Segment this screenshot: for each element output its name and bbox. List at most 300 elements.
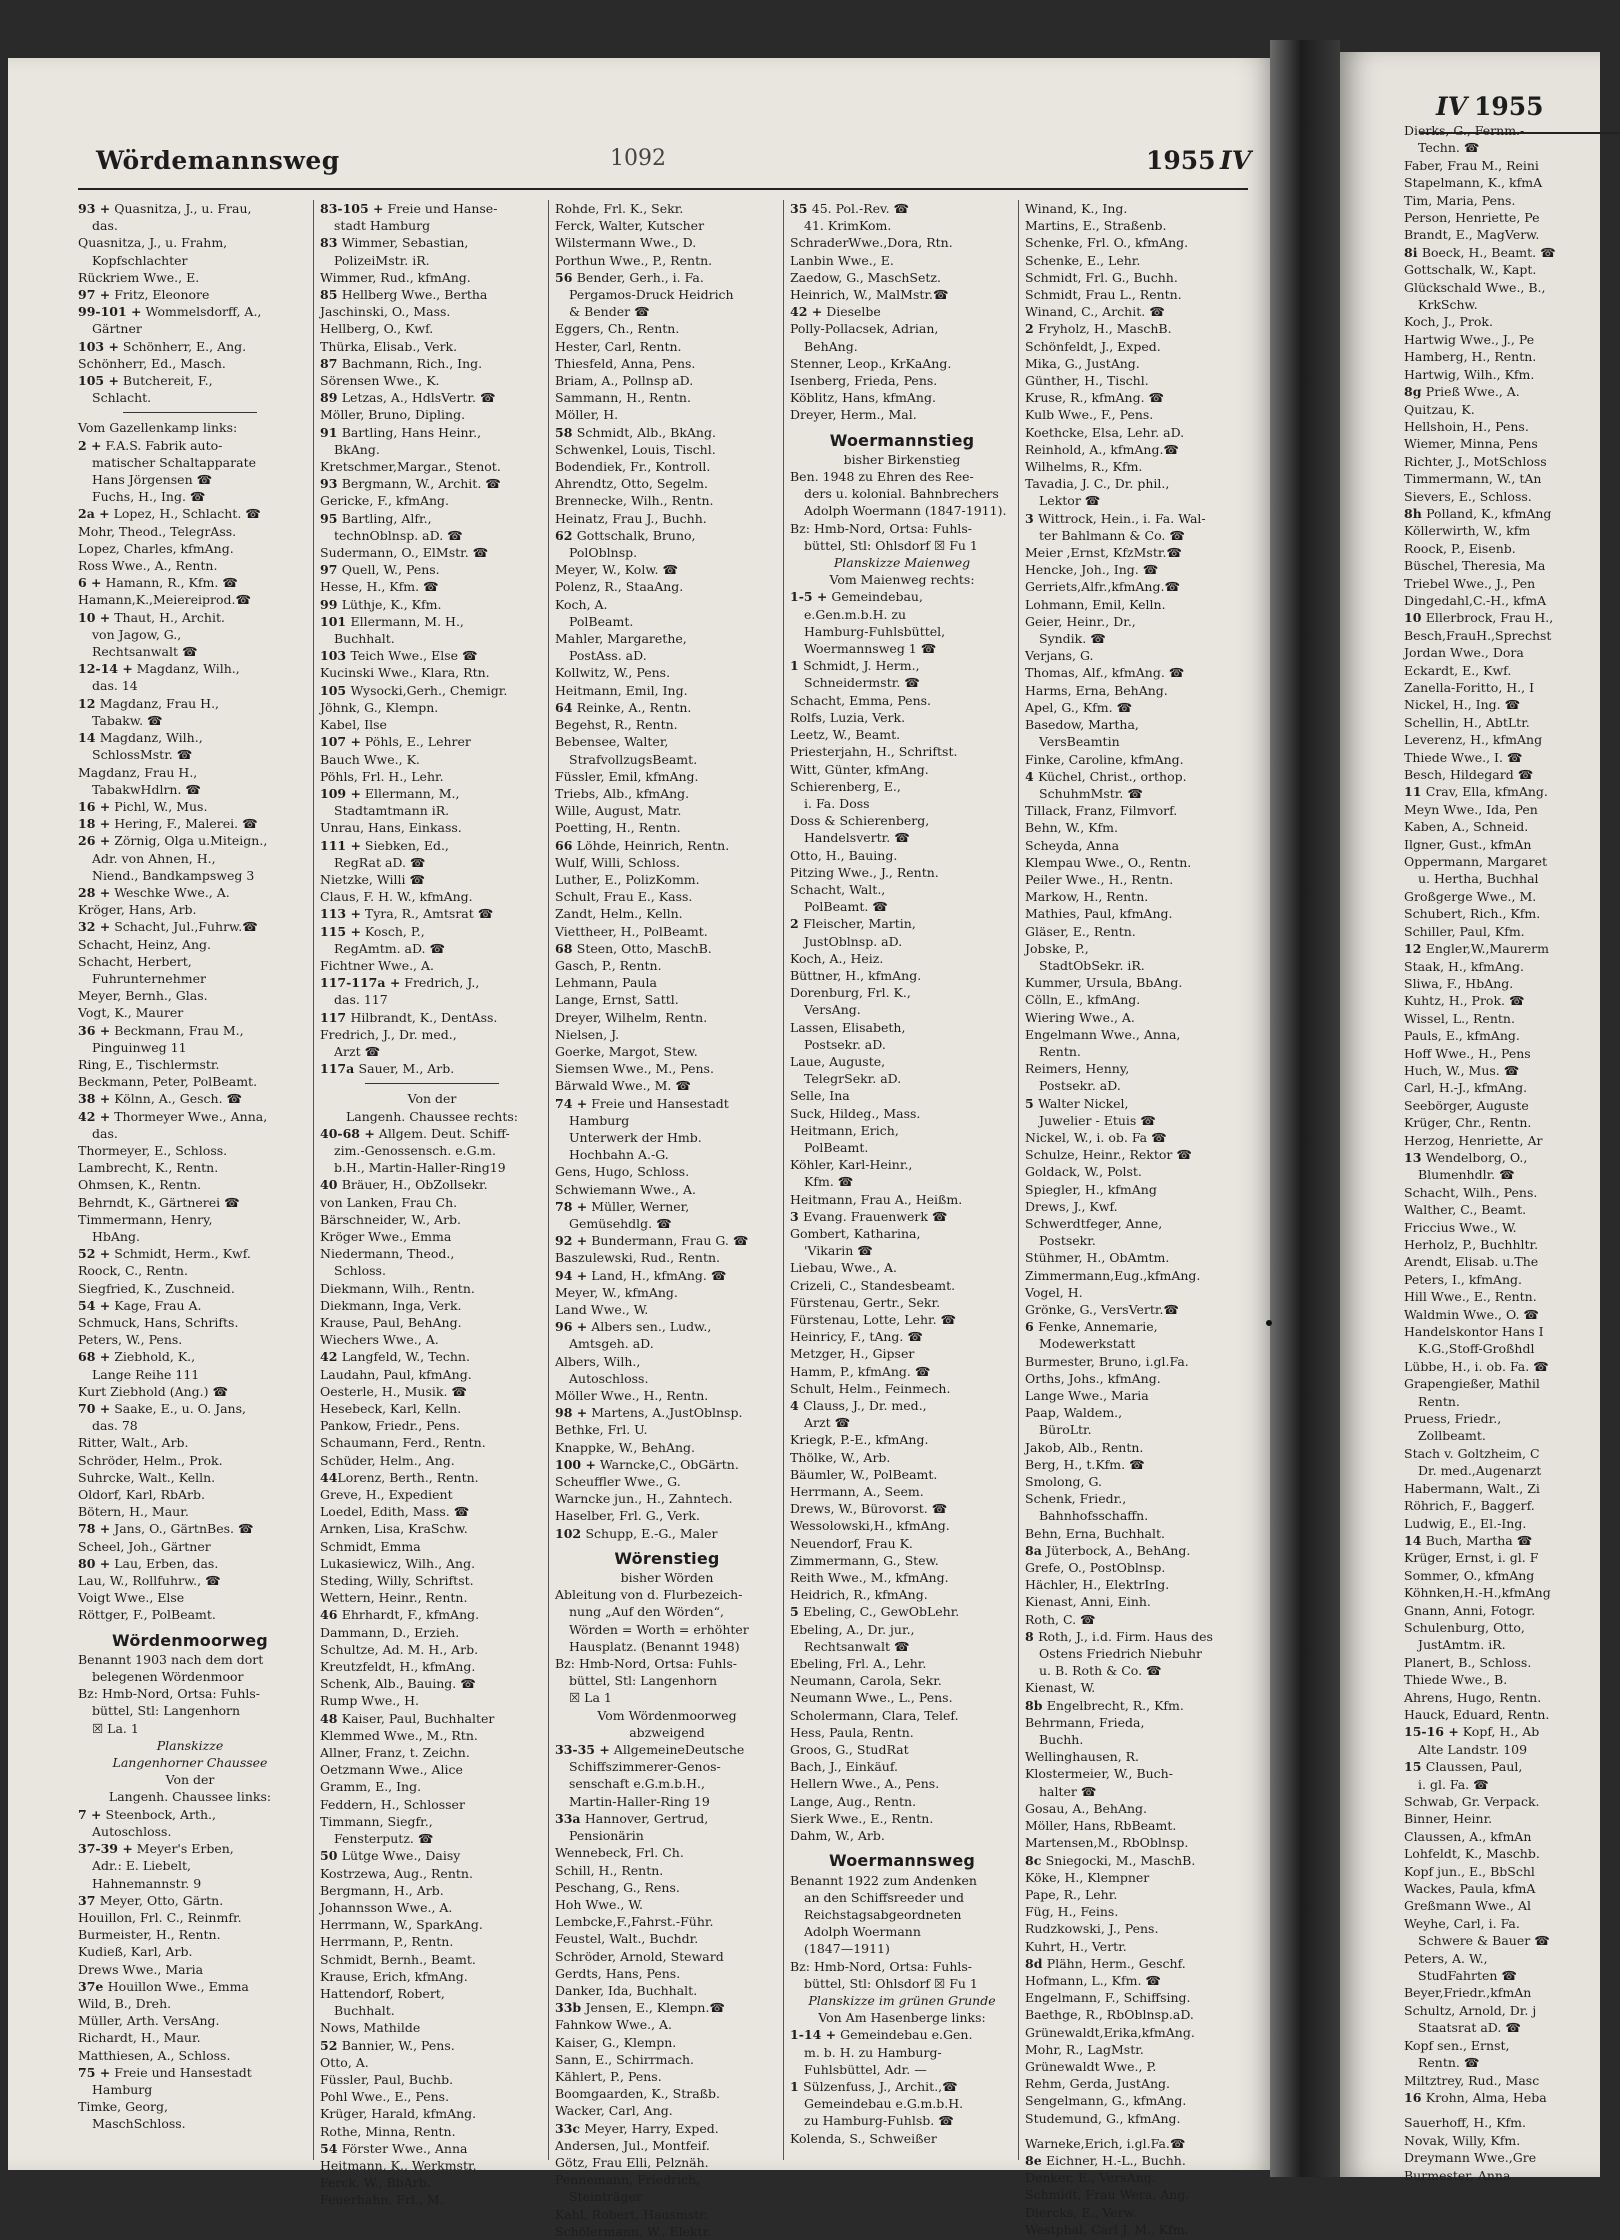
directory-entry: Wiering Wwe., A.: [1025, 1009, 1135, 1025]
directory-entry: Zanella-Foritto, H., I: [1404, 680, 1535, 695]
directory-entry: Claussen, A., kfmAn: [1404, 1828, 1532, 1844]
directory-entry-continuation: Buchh.: [1039, 1732, 1084, 1748]
directory-entry: Bäumler, W., PolBeamt.: [790, 1466, 938, 1482]
house-number: 105: [320, 682, 351, 698]
directory-entry: Kreutzfeldt, H., kfmAng.: [320, 1659, 476, 1675]
directory-entry-continuation: Rechtsanwalt ☎: [92, 644, 198, 660]
directory-entry: Thiede Wwe., B.: [1404, 1672, 1508, 1688]
directory-entry: Scheuffler Wwe., G.: [555, 1474, 681, 1490]
house-number: 5: [1025, 1095, 1039, 1111]
directory-entry: Siegfried, K., Zuschneid.: [78, 1280, 235, 1296]
directory-entry: Hellberg, O., Kwf.: [320, 321, 434, 337]
house-number-entry: 83-105 + Freie und Hanse-: [320, 201, 498, 216]
house-number: 52: [320, 2037, 342, 2053]
directory-entry: Lukasiewicz, Wilh., Ang.: [320, 1555, 476, 1571]
directory-entry-continuation: Tabakw. ☎: [92, 712, 163, 728]
directory-entry: Martensen,M., RbOblnsp.: [1025, 1835, 1189, 1851]
directory-entry: SchraderWwe.,Dora, Rtn.: [790, 235, 953, 251]
house-number-entry: 68 Steen, Otto, MaschB.: [555, 940, 712, 956]
house-number-entry: 42 Langfeld, W., Techn.: [320, 1349, 470, 1365]
directory-entry: Lohfeldt, K., Maschb.: [1404, 1846, 1540, 1862]
directory-entry-continuation: Postsekr. aD.: [1039, 1078, 1121, 1094]
house-number-entry: 4 Clauss, J., Dr. med.,: [790, 1398, 927, 1414]
directory-entry: Dierks, G., Fernm.-: [1404, 123, 1525, 138]
directory-entry: Schönherr, Ed., Masch.: [78, 355, 226, 371]
directory-entry-continuation: Schwere & Bauer ☎: [1418, 1933, 1550, 1949]
directory-entry: Sliwa, F., HbAng.: [1404, 975, 1514, 991]
house-number: 97 +: [78, 287, 111, 303]
directory-entry: Bodendiek, Fr., Kontroll.: [555, 459, 711, 475]
house-number: 85: [320, 287, 342, 303]
directory-entry: Pape, R., Lehr.: [1025, 1886, 1118, 1902]
directory-entry: Gerriets,Alfr.,kfmAng.☎: [1025, 579, 1181, 595]
directory-entry: Pauls, E., kfmAng.: [1404, 1028, 1520, 1044]
directory-entry: Besch,FrauH.,Sprechst: [1404, 627, 1552, 643]
house-number: 75 +: [78, 2064, 111, 2080]
direction-note: Vom Wördenmoorweg: [597, 1707, 737, 1723]
directory-entry-continuation: Hamburg-Fuhlsbüttel,: [804, 623, 946, 639]
right-page-year: 1955: [1474, 92, 1544, 121]
directory-entry: Otto, A.: [320, 2054, 369, 2070]
directory-entry-continuation: Arzt ☎: [804, 1415, 851, 1431]
directory-entry: Meyn Wwe., Ida, Pen: [1404, 801, 1538, 817]
directory-entry: Wiechers Wwe., A.: [320, 1332, 439, 1348]
house-number-entry: 10 + Thaut, H., Archit.: [78, 609, 225, 625]
directory-entry: Tim, Maria, Pens.: [1404, 192, 1516, 208]
directory-entry-continuation: PostAss. aD.: [569, 648, 647, 664]
house-number-entry: 33a Hannover, Gertrud,: [555, 1810, 709, 1826]
directory-entry: Goerke, Margot, Stew.: [555, 1043, 698, 1059]
directory-entry-continuation: Schneidermstr. ☎: [804, 675, 920, 691]
house-number-entry: 75 + Freie und Hansestadt: [78, 2064, 252, 2080]
directory-entry: Steding, Willy, Schriftst.: [320, 1573, 474, 1589]
directory-entry: Triebs, Alb., kfmAng.: [555, 785, 690, 801]
direction-note: Vom Maienweg rechts:: [829, 572, 975, 588]
directory-entry-continuation: das. 78: [92, 1418, 138, 1434]
house-number-entry: 40-68 + Allgem. Deut. Schiff-: [320, 1125, 510, 1141]
directory-entry: Danker, Ida, Buchhalt.: [555, 1982, 698, 1998]
directory-entry: Stapelmann, K., kfmA: [1404, 175, 1543, 191]
directory-entry-continuation: Amtsgeh. aD.: [569, 1336, 654, 1352]
directory-entry: Haselber, Frl. G., Verk.: [555, 1508, 700, 1524]
directory-entry: Brandt, E., MagVerw.: [1404, 227, 1540, 243]
directory-entry-continuation: StadtObSekr. iR.: [1039, 957, 1145, 973]
house-number-entry: 38 + Kölnn, A., Gesch. ☎: [78, 1091, 243, 1107]
plan-note: Planskizze: [156, 1737, 224, 1753]
directory-entry: Unrau, Hans, Einkass.: [320, 820, 462, 836]
directory-entry: Hellshoin, H., Pens.: [1404, 418, 1529, 434]
directory-entry: Goldack, W., Polst.: [1025, 1164, 1142, 1180]
directory-entry: Rehm, Gerda, JustAng.: [1025, 2076, 1170, 2092]
directory-entry: Finke, Caroline, kfmAng.: [1025, 751, 1184, 767]
directory-entry: Poetting, H., Rentn.: [555, 820, 681, 836]
directory-entry: Stenner, Leop., KrKaAng.: [790, 355, 952, 371]
directory-entry-continuation: i. gl. Fa. ☎: [1418, 1776, 1489, 1792]
directory-entry: Kollwitz, W., Pens.: [555, 665, 671, 681]
directory-entry-continuation: Fensterputz. ☎: [334, 1831, 434, 1847]
directory-entry: Heidrich, R., kfmAng.: [790, 1587, 928, 1603]
directory-entry: Schult, Helm., Feinmech.: [790, 1380, 951, 1396]
directory-entry: Hesebeck, Karl, Kelln.: [320, 1401, 462, 1417]
directory-entry-continuation: Fuchs, H., Ing. ☎: [92, 489, 206, 505]
house-number: 8h: [1404, 505, 1427, 521]
directory-entry: Studemund, G., kfmAng.: [1025, 2110, 1181, 2126]
directory-entry: Lau, W., Rollfuhrw., ☎: [78, 1573, 221, 1589]
directory-entry-continuation: ☒ La. 1: [92, 1720, 139, 1736]
directory-entry: Niedermann, Theod.,: [320, 1246, 455, 1262]
directory-entry: Tillack, Franz, Filmvorf.: [1025, 803, 1178, 819]
house-number-entry: 62 Gottschalk, Bruno,: [555, 527, 696, 543]
directory-entry: Lassen, Elisabeth,: [790, 1019, 906, 1035]
directory-entry-continuation: PolBeamt.: [804, 1139, 869, 1155]
directory-entry-continuation: Staatsrat aD. ☎: [1418, 2020, 1521, 2036]
directory-entry-continuation: nung „Auf den Wörden“,: [569, 1604, 725, 1620]
directory-entry-continuation: büttel, Stl: Langenhorn: [92, 1703, 241, 1719]
house-number: 14: [1404, 1532, 1426, 1548]
house-number: 8c: [1025, 1852, 1046, 1868]
house-number: 42 +: [790, 304, 823, 320]
directory-entry: Lohmann, Emil, Kelln.: [1025, 596, 1166, 612]
directory-entry-continuation: ders u. kolonial. Bahnbrechers: [804, 486, 999, 502]
directory-entry: Ben. 1948 zu Ehren des Ree-: [790, 469, 974, 485]
directory-entry: Schmuck, Hans, Schrifts.: [78, 1315, 239, 1330]
directory-entry: Houillon, Frl. C., Reinmfr.: [78, 1909, 242, 1925]
house-number-entry: 54 Förster Wwe., Anna: [320, 2140, 468, 2156]
directory-entry: Dammann, D., Erzieh.: [320, 1624, 460, 1640]
directory-entry: Füssler, Emil, kfmAng.: [555, 768, 699, 784]
directory-entry: Sauerhoff, H., Kfm.: [1404, 2115, 1527, 2131]
house-number: 40-68 +: [320, 1125, 375, 1141]
directory-entry-continuation: belegenen Wördenmoor: [92, 1669, 244, 1685]
directory-entry: Waldmin Wwe., O. ☎: [1404, 1306, 1539, 1322]
directory-entry: Laue, Auguste,: [790, 1053, 886, 1069]
directory-entry: Grünewaldt Wwe., P.: [1025, 2058, 1157, 2074]
directory-column-4: [783, 200, 1014, 2160]
directory-entry: Wilstermann Wwe., D.: [555, 235, 697, 251]
directory-entry: Suck, Hildeg., Mass.: [790, 1105, 921, 1121]
page-section-roman: IV: [1220, 146, 1252, 175]
directory-entry-continuation: Hans Jörgensen ☎: [92, 472, 213, 488]
house-number-entry: 37 Meyer, Otto, Gärtn.: [78, 1892, 224, 1908]
directory-entry: Leverenz, H., kfmAng: [1404, 732, 1543, 748]
house-number-entry: 33-35 + AllgemeineDeutsche: [555, 1742, 745, 1758]
directory-entry: Kruse, R., kfmAng. ☎: [1025, 390, 1165, 406]
directory-entry-continuation: Modewerkstatt: [1039, 1336, 1136, 1352]
right-page-section-roman: IV: [1436, 92, 1468, 121]
house-number-entry: 97 + Fritz, Eleonore: [78, 287, 210, 303]
directory-entry: Scholermann, Clara, Telef.: [790, 1707, 959, 1723]
directory-entry-continuation: Fuhrunternehmer: [92, 970, 206, 986]
directory-entry: Günther, H., Tischl.: [1025, 373, 1149, 389]
directory-entry: Möller, Bruno, Dipling.: [320, 407, 466, 423]
directory-entry: Drews Wwe., Maria: [78, 1961, 204, 1977]
directory-entry: Mathies, Paul, kfmAng.: [1025, 906, 1173, 922]
directory-entry: Behn, Erna, Buchhalt.: [1025, 1525, 1165, 1541]
house-number: 113 +: [320, 906, 361, 922]
directory-entry: Hoh Wwe., W.: [555, 1896, 643, 1912]
house-number: 35: [790, 201, 812, 216]
directory-entry-continuation: StrafvollzugsBeamt.: [569, 751, 698, 767]
directory-entry: Klostermeier, W., Buch-: [1025, 1766, 1173, 1782]
directory-entry: Hester, Carl, Rentn.: [555, 338, 682, 354]
directory-entry-continuation: Rentn.: [1418, 1393, 1460, 1409]
directory-entry-continuation: ☒ La 1: [569, 1690, 612, 1706]
directory-entry: Rump Wwe., H.: [320, 1693, 420, 1709]
directory-entry: Krüger, Chr., Rentn.: [1404, 1115, 1532, 1131]
directory-entry: Nickel, W., i. ob. Fa ☎: [1025, 1129, 1167, 1145]
house-number: 40: [320, 1177, 342, 1193]
directory-entry: Huch, W., Mus. ☎: [1404, 1062, 1520, 1078]
directory-entry: Wackes, Paula, kfmA: [1404, 1881, 1536, 1897]
house-number-entry: 33c Meyer, Harry, Exped.: [555, 2120, 719, 2136]
directory-entry: Heitmann, K., Werkmstr.: [320, 2157, 477, 2173]
house-number: 37-39 +: [78, 1841, 133, 1857]
direction-note: Langenh. Chaussee links:: [108, 1789, 272, 1805]
house-number-entry: 66 Löhde, Heinrich, Rentn.: [555, 837, 730, 853]
directory-entry: Scheyda, Anna: [1025, 837, 1120, 853]
house-number: 78 +: [78, 1521, 111, 1537]
directory-entry: Köblitz, Hans, kfmAng.: [790, 390, 936, 406]
direction-note: abzweigend: [629, 1724, 705, 1740]
directory-entry-continuation: u. B. Roth & Co. ☎: [1039, 1663, 1162, 1679]
house-number: 13: [1404, 1149, 1426, 1165]
directory-entry: Müller, Arth. VersAng.: [78, 2013, 220, 2029]
page-street-heading: Wördemannsweg: [96, 146, 340, 175]
directory-entry: Timmermann, Henry,: [78, 1211, 213, 1227]
ink-dot: [1266, 1320, 1272, 1326]
directory-entry-continuation: Kopfschlachter: [92, 252, 188, 268]
direction-note: Von Am Hasenberge links:: [818, 2010, 986, 2026]
directory-entry: Kostrzewa, Aug., Rentn.: [320, 1865, 473, 1881]
directory-entry: Miltztrey, Rud., Masc: [1404, 2072, 1540, 2088]
directory-entry: Köke, H., Klempner: [1025, 1869, 1150, 1885]
house-number: 3: [1025, 510, 1039, 526]
directory-entry: Loedel, Edith, Mass. ☎: [320, 1504, 470, 1520]
directory-entry: Herholz, P., Buchhltr.: [1404, 1237, 1539, 1252]
directory-entry: Koch, A., Heiz.: [790, 950, 884, 966]
house-number: 87: [320, 355, 342, 371]
house-number-entry: 7 + Steenbock, Arth.,: [78, 1806, 217, 1822]
directory-entry: Wennebeck, Frl. Ch.: [555, 1845, 684, 1861]
directory-entry: Isenberg, Frieda, Pens.: [790, 373, 938, 389]
directory-entry: Crizeli, C., Standesbeamt.: [790, 1277, 956, 1293]
directory-entry: Schacht, Walt.,: [790, 881, 886, 897]
house-number-entry: 97 Quell, W., Pens.: [320, 562, 440, 578]
directory-entry: Peters, I., kfmAng.: [1404, 1271, 1522, 1287]
house-number: 12-14 +: [78, 661, 133, 677]
directory-entry: Rudzkowski, J., Pens.: [1025, 1921, 1159, 1937]
house-number: 105 +: [78, 373, 119, 389]
directory-entry-continuation: matischer Schaltapparate: [92, 454, 256, 470]
directory-entry: Polenz, R., StaaAng.: [555, 579, 684, 595]
house-number-entry: 87 Bachmann, Rich., Ing.: [320, 355, 483, 371]
directory-entry: Metzger, H., Gipser: [790, 1346, 915, 1362]
directory-entry: Hartwig, Wilh., Kfm.: [1404, 366, 1535, 382]
directory-entry-continuation: Hamburg: [92, 2081, 153, 2097]
directory-entry: Götz, Frau Elli, Pelznäh.: [555, 2154, 709, 2170]
house-number: 83: [320, 235, 342, 251]
directory-entry: Neumann Wwe., L., Pens.: [790, 1690, 953, 1706]
house-number: 37: [78, 1892, 100, 1908]
house-number: 28 +: [78, 884, 111, 900]
directory-entry: Schierenberg, E.,: [790, 778, 901, 794]
directory-entry: Diekmann, Inga, Verk.: [320, 1297, 462, 1313]
house-number: 101: [320, 613, 351, 629]
house-number: 14: [78, 730, 100, 746]
directory-entry-continuation: das.: [92, 1125, 118, 1141]
directory-entry-continuation: VersBeamtin: [1039, 734, 1120, 750]
directory-entry-continuation: Postsekr.: [1039, 1233, 1096, 1249]
directory-entry: Thürka, Elisab., Verk.: [320, 338, 458, 354]
directory-entry: Groos, G., StudRat: [790, 1742, 909, 1758]
directory-entry: Schellin, H., AbtLtr.: [1404, 714, 1530, 730]
directory-entry: Peiler Wwe., H., Rentn.: [1025, 871, 1174, 887]
directory-entry: Röhrich, F., Baggerf.: [1404, 1498, 1535, 1514]
directory-entry: Ring, E., Tischlermstr.: [78, 1056, 220, 1072]
directory-entry-continuation: 41. KrimKom.: [804, 218, 892, 234]
directory-entry: Diekmann, Wilh., Rentn.: [320, 1280, 475, 1296]
directory-entry: Timmermann, W., tAn: [1404, 471, 1542, 487]
house-number-entry: 6 Fenke, Annemarie,: [1025, 1319, 1158, 1335]
house-number: 46: [320, 1607, 342, 1623]
house-number-entry: 103 + Schönherr, E., Ang.: [78, 338, 247, 354]
street-section-heading: Wörenstieg: [614, 1548, 720, 1568]
directory-entry: Reimers, Henny,: [1025, 1061, 1130, 1077]
directory-entry-continuation: TabakwHdlrn. ☎: [92, 781, 201, 797]
directory-entry: Koethcke, Elsa, Lehr. aD.: [1025, 424, 1185, 440]
house-number: 15: [1404, 1759, 1426, 1775]
house-number: 56: [555, 269, 577, 285]
directory-entry: Laudahn, Paul, kfmAng.: [320, 1366, 472, 1382]
house-number: 8i: [1404, 244, 1422, 260]
directory-entry-continuation: Autoschloss.: [569, 1370, 649, 1386]
directory-entry: Ilgner, Gust., kfmAn: [1404, 836, 1532, 852]
directory-entry-continuation: Steinträger: [569, 2189, 642, 2205]
directory-entry-continuation: Ostens Friedrich Niebuhr: [1039, 1646, 1202, 1662]
directory-entry-continuation: Niend., Bandkampsweg 3: [92, 867, 255, 883]
house-number-entry: 93 + Quasnitza, J., u. Frau,: [78, 201, 252, 216]
directory-entry: Kolenda, S., Schweißer: [790, 2130, 937, 2146]
directory-entry: Oldorf, Karl, RbArb.: [78, 1487, 205, 1503]
house-number-entry: 117 Hilbrandt, K., DentAss.: [320, 1009, 498, 1025]
directory-entry: Suhrcke, Walt., Kelln.: [78, 1469, 216, 1485]
directory-entry: Mohr, Theod., TelegrAss.: [78, 523, 237, 539]
directory-entry: Arendt, Elisab. u.The: [1404, 1254, 1539, 1270]
directory-entry: Warneke,Erich, i.gl.Fa.☎: [1025, 2135, 1186, 2151]
house-number: 8g: [1404, 384, 1426, 400]
directory-entry: Dorenburg, Frl. K.,: [790, 985, 911, 1001]
house-number-entry: 5 Ebeling, C., GewObLehr.: [790, 1604, 960, 1620]
directory-column-3: [548, 200, 779, 2239]
directory-entry-continuation: Gemeindebau e.G.m.b.H.: [804, 2096, 964, 2112]
house-number-entry: 8d Plähn, Herm., Geschf.: [1025, 1955, 1186, 1971]
directory-entry: Zaedow, G., MaschSetz.: [790, 269, 941, 285]
directory-entry: Zimmermann, G., Stew.: [790, 1552, 939, 1568]
directory-entry: Beyer,Friedr.,kfmAn: [1404, 1985, 1532, 2001]
directory-entry-continuation: & Bender ☎: [569, 304, 650, 320]
house-number-entry: 3 Evang. Frauenwerk ☎: [790, 1208, 948, 1224]
street-section-heading: Woermannsweg: [828, 1851, 976, 1871]
directory-entry: Priesterjahn, H., Schriftst.: [790, 744, 958, 760]
directory-entry: Oesterle, H., Musik. ☎: [320, 1383, 467, 1399]
directory-entry: Möller, H.: [555, 407, 619, 423]
directory-entry: Timmann, Siegfr.,: [320, 1813, 433, 1829]
directory-entry: Thomas, Alf., kfmAng. ☎: [1025, 665, 1185, 681]
directory-entry: Kretschmer,Margar., Stenot.: [320, 459, 501, 475]
directory-entry: Schönfeldt, J., Exped.: [1025, 338, 1161, 354]
directory-entry: Ferck, Walter, Kutscher: [555, 218, 705, 234]
directory-entry: Drews, W., Bürovorst. ☎: [790, 1501, 948, 1517]
directory-entry: Lembcke,F.,Fahrst.-Führ.: [555, 1914, 714, 1930]
directory-entry: Heinrich, W., MalMstr.☎: [790, 287, 949, 303]
directory-entry: Dahm, W., Arb.: [790, 1828, 885, 1844]
house-number: 33c: [555, 2120, 585, 2136]
house-number-entry: 78 + Müller, Werner,: [555, 1198, 690, 1214]
directory-entry: Schenk, Friedr.,: [1025, 1491, 1127, 1507]
house-number: 10: [1404, 610, 1426, 626]
directory-entry-continuation: ter Bahlmann & Co. ☎: [1039, 527, 1185, 543]
directory-entry: Quasnitza, J., u. Frahm,: [78, 235, 228, 251]
directory-entry-continuation: von Jagow, G.,: [92, 626, 182, 642]
directory-entry: Polly-Pollacsek, Adrian,: [790, 321, 939, 337]
directory-entry: Hauck, Eduard, Rentn.: [1404, 1706, 1550, 1722]
directory-entry: Krüger, Ernst, i. gl. F: [1404, 1550, 1539, 1566]
house-number: 33-35 +: [555, 1742, 610, 1758]
directory-entry-continuation: büttel, Stl: Langenhorn: [569, 1673, 718, 1689]
directory-entry-continuation: Adr. von Ahnen, H.,: [92, 850, 216, 866]
house-number-entry: 94 + Land, H., kfmAng. ☎: [555, 1267, 727, 1283]
directory-entry: Hoff Wwe., H., Pens: [1404, 1045, 1531, 1061]
directory-entry: Oetzmann Wwe., Alice: [320, 1762, 463, 1778]
directory-entry: Fürstenau, Gertr., Sekr.: [790, 1294, 941, 1310]
house-number-entry: 48 Kaiser, Paul, Buchhalter: [320, 1710, 495, 1726]
directory-entry: Hencke, Joh., Ing. ☎: [1025, 562, 1159, 578]
directory-entry: Winand, C., Archit. ☎: [1025, 304, 1165, 320]
directory-entry: Fredrich, J., Dr. med.,: [320, 1026, 457, 1042]
direction-note: bisher Wörden: [620, 1570, 714, 1586]
directory-entry: Voigt Wwe., Else: [78, 1590, 185, 1606]
directory-entry: Leetz, W., Beamt.: [790, 727, 901, 743]
directory-entry: Friccius Wwe., W.: [1404, 1219, 1517, 1235]
directory-entry: Peters, W., Pens.: [78, 1332, 183, 1348]
directory-entry: Apel, G., Kfm. ☎: [1025, 699, 1133, 715]
directory-entry: Schubert, Rich., Kfm.: [1404, 906, 1541, 922]
directory-entry-continuation: Techn. ☎: [1418, 140, 1480, 156]
directory-entry-continuation: das. 117: [334, 992, 388, 1008]
house-number-entry: 68 + Ziebhold, K.,: [78, 1349, 196, 1365]
directory-entry: Cölln, E., kfmAng.: [1025, 992, 1141, 1008]
directory-entry: Hesse, H., Kfm. ☎: [320, 579, 439, 595]
directory-entry: Eggers, Ch., Rentn.: [555, 321, 680, 337]
house-number-entry: 11 Crav, Ella, kfmAng.: [1404, 784, 1548, 800]
house-number: 102: [555, 1525, 586, 1541]
directory-entry: Schultze, Ad. M. H., Arb.: [320, 1641, 479, 1657]
directory-entry: Schenk, Alb., Bauing. ☎: [320, 1676, 476, 1692]
directory-entry: Lange Wwe., Maria: [1025, 1388, 1149, 1404]
directory-entry: Krause, Paul, BehAng.: [320, 1315, 462, 1330]
directory-entry: Engelmann, F., Schiffsing.: [1025, 1990, 1191, 2006]
directory-entry: Luther, E., PolizKomm.: [555, 871, 700, 887]
house-number-entry: 8h Polland, K., kfmAng: [1404, 505, 1552, 521]
house-number: 1-14 +: [790, 2027, 837, 2043]
direction-note: Von der: [407, 1091, 457, 1107]
directory-entry: Kurt Ziebhold (Ang.) ☎: [78, 1383, 229, 1399]
directory-entry: Lopez, Charles, kfmAng.: [78, 540, 234, 556]
house-number-entry: 52 Bannier, W., Pens.: [320, 2037, 455, 2053]
directory-entry: Planert, B., Schloss.: [1404, 1654, 1532, 1670]
directory-column-2: [313, 200, 544, 2208]
directory-entry: Mahler, Margarethe,: [555, 631, 687, 647]
